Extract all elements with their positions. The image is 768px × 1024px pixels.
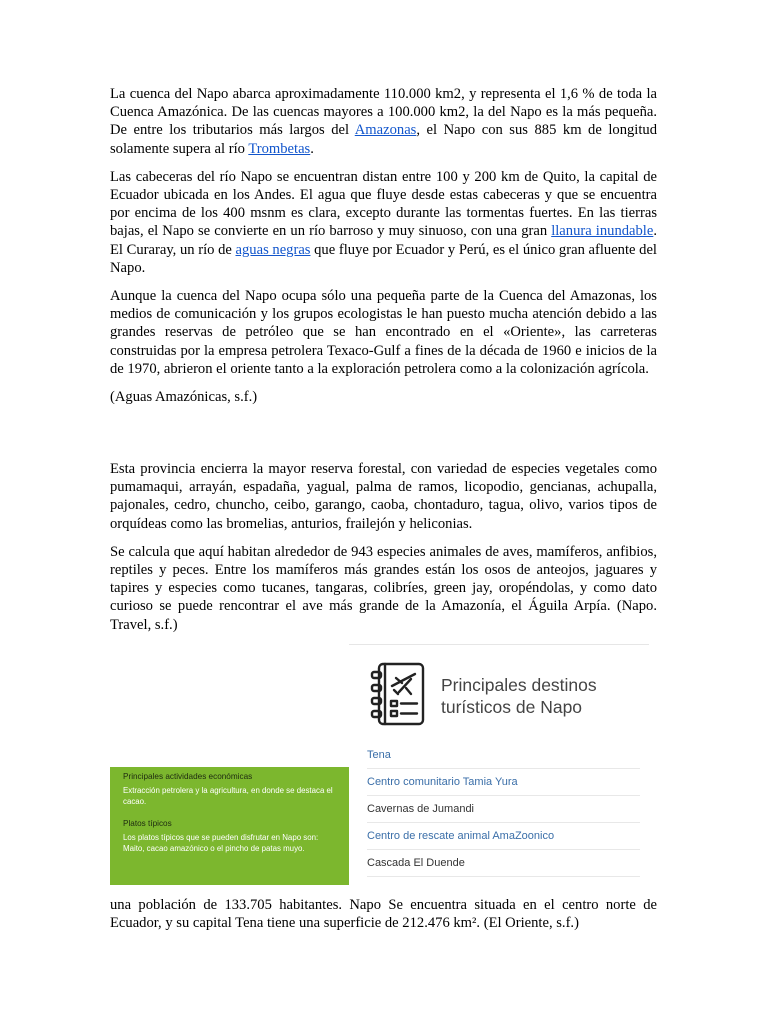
destinations-title: Principales destinos turísticos de Napo — [441, 675, 597, 717]
link-amazonas[interactable]: Amazonas — [354, 122, 417, 139]
top-text-block — [110, 85, 657, 416]
link-trombetas[interactable]: Trombetas — [248, 140, 311, 157]
text-span: , el Napo con sus 885 km de longitud solamente supera al río — [110, 122, 657, 157]
paragraph-animal-species: Se calcula que aquí habitan alrededor de 943 especies animales de aves, mamíferos, anfibios, reptiles y peces. Entre los mamíferos más grandes están los osos de anteojos, jaguares y tapires y especies como tucanes, tangaras, colibríes, green jay, oropéndolas, y como dato curioso se puede rencontrar el ave más grande de la Amazonía, el Águila Arpía. (Napo. Travel, s.f.) — [110, 543, 657, 633]
text-span: Las cabeceras del río Napo se encuentran distan entre 100 y 200 km de Quito, la capital de Ecuador ubicada en los Andes. El agua que fluye desde estas cabeceras y que se encuentra por encima de los 400 msnm es clara, excepto durante las tormentas fuertes. En las tierras bajas, el Napo se convierte en un río barroso y muy sinuoso, con una gran — [110, 168, 657, 240]
economy-heading: Principales actividades económicas — [123, 772, 253, 781]
destinations-list — [367, 742, 640, 877]
paragraph-oil-reserves: Aunque la cuenca del Napo ocupa sólo una pequeña parte de la Cuenca del Amazonas, los medios de comunicación y los grupos ecologistas le han puesto mucha atención debido a las grandes reservas de petróleo que se han encontrado en el «Oriente», las carreteras construidas por la empresa petrolera Texaco-Gulf a fines de la década de 1960 e inicios de la de 1970, abrieron el oriente tanto a la exploración petrolera como a la colonización agrícola. — [110, 288, 657, 377]
bottom-text-block — [110, 896, 657, 942]
food-heading: Platos típicos — [123, 819, 172, 828]
destination-item-cavernas-jumandi: Cavernas de Jumandi — [367, 796, 640, 823]
destination-item-cascada-el-duende: Cascada El Duende — [367, 850, 640, 877]
paragraph-forest-reserve: Esta provincia encierra la mayor reserva forestal, con variedad de especies vegetales como pumamaqui, arrayán, espadaña, yagual, palma de ramos, licopodio, gencianas, achupalla, pajonales, cedro, chuncho, ceibo, garango, caoba, chontaduro, tagua, olivo, varios tipos de orquídeas como las bromelias, anturios, frailejón y heliconias. — [110, 461, 657, 532]
link-llanura-inundable[interactable]: llanura inundable — [551, 223, 654, 240]
paragraph-population: una población de 133.705 habitantes. Napo Se encuentra situada en el centro norte de Ecuador, y su capital Tena tiene una superficie de 212.476 km². (El Oriente, s.f.) — [110, 897, 657, 932]
destinations-panel — [349, 644, 649, 884]
destination-item-tena[interactable]: Tena — [367, 742, 640, 769]
text-span: . El Curaray, un río de — [110, 223, 657, 258]
text-span: que fluye por Ecuador y Perú, es el único gran afluente del Napo. — [110, 241, 657, 276]
travel-guide-book-airplane-icon — [369, 661, 427, 727]
mid-text-block — [110, 460, 657, 644]
economy-text: Extracción petrolera y la agricultura, en donde se destaca el cacao. — [123, 786, 333, 806]
destination-item-amazoonico[interactable]: Centro de rescate animal AmaZoonico — [367, 823, 640, 850]
divider — [349, 644, 649, 645]
paragraph-napo-headwaters — [110, 168, 657, 277]
citation-aguas-amazonicas: (Aguas Amazónicas, s.f.) — [110, 389, 258, 406]
food-text: Los platos típicos que se pueden disfrutar en Napo son: Maito, cacao amazónico o el pincho de patas muyo. — [123, 833, 319, 853]
link-aguas-negras[interactable]: aguas negras — [235, 241, 311, 258]
destination-item-tamia-yura[interactable]: Centro comunitario Tamia Yura — [367, 769, 640, 796]
text-span: La cuenca del Napo abarca aproximadamente 110.000 km2, y representa el 1,6 % de toda la Cuenca Amazónica. De las cuencas mayores a 100.000 km2, la del Napo es la más pequeña. De entre los tributarios más largos del — [110, 86, 657, 139]
text-span: . — [310, 140, 314, 157]
paragraph-napo-basin — [110, 85, 657, 158]
economy-food-panel — [110, 767, 349, 885]
